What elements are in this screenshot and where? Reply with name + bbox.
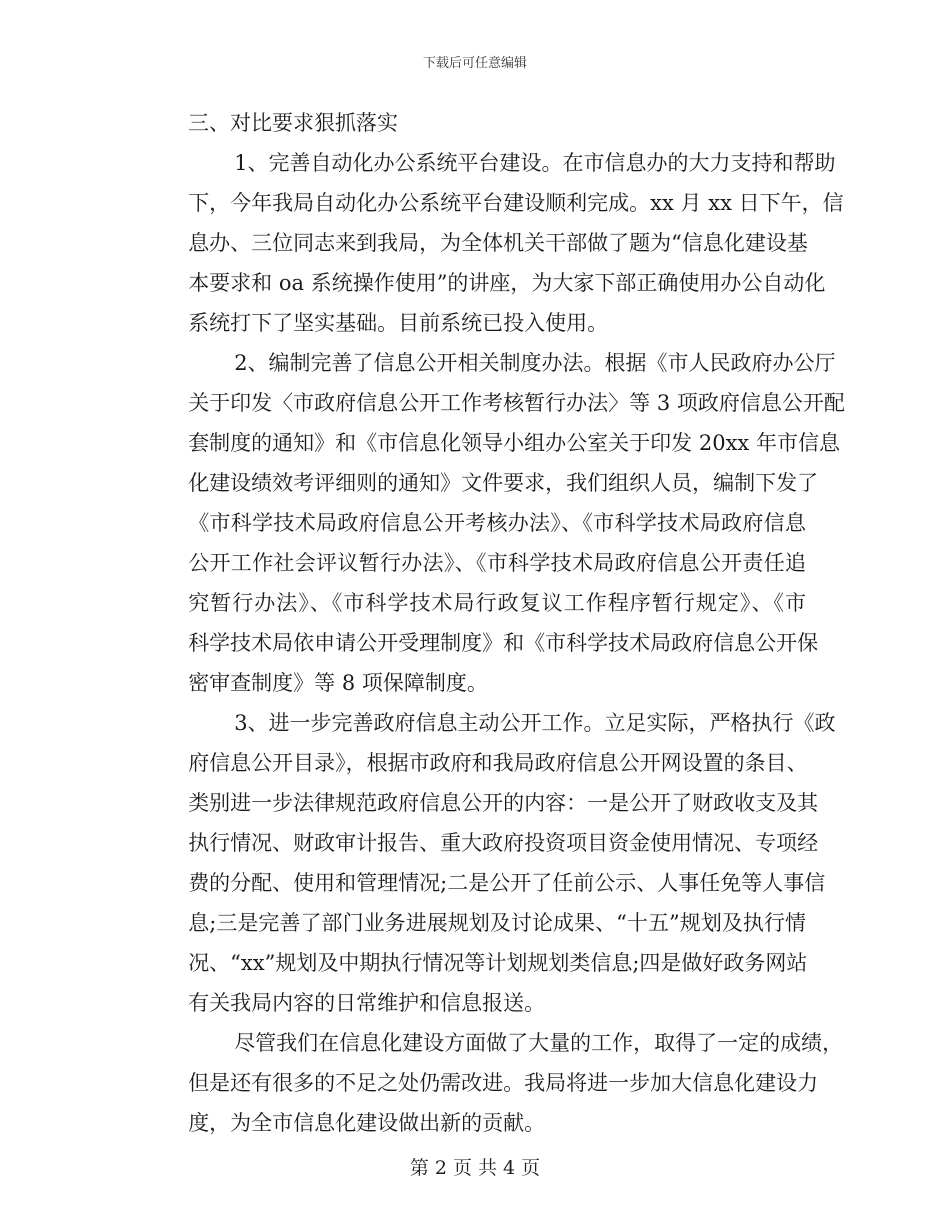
paragraph-2 — [142, 343, 845, 703]
paragraph-line: 执行情况、财政审计报告、重大政府投资项目资金使用情况、专项经 — [188, 831, 819, 855]
paragraph-4 — [142, 1023, 844, 1143]
paragraph-line: 息办、三位同志来到我局，为全体机关干部做了题为“信息化建设基 — [188, 231, 808, 255]
paragraph-line: 究暂行办法》、《市科学技术局行政复议工作程序暂行规定》、《市 — [188, 591, 806, 615]
paragraph-line: 度，为全市信息化建设做出新的贡献。 — [188, 1111, 546, 1135]
paragraph-line: 科学技术局依申请公开受理制度》和《市科学技术局政府信息公开保 — [188, 631, 819, 655]
paragraph-line: 密审查制度》等 8 项保障制度。 — [188, 671, 488, 695]
paragraph-line: 费的分配、使用和管理情况;二是公开了任前公示、人事任免等人事信 — [188, 871, 826, 895]
section-heading: 三、对比要求狠抓落实 — [188, 111, 398, 135]
paragraph-line: 有关我局内容的日常维护和信息报送。 — [188, 991, 546, 1015]
paragraph-line: 公开工作社会评议暂行办法》、《市科学技术局政府信息公开责任追 — [188, 551, 806, 575]
paragraph-line: 下，今年我局自动化办公系统平台建设顺利完成。xx 月 xx 日下午，信 — [188, 191, 844, 215]
paragraph-line: 本要求和 oa 系统操作使用”的讲座，为大家下部正确使用办公自动化 — [188, 271, 826, 295]
paragraph-line: 类别进一步法律规范政府信息公开的内容：一是公开了财政收支及其 — [188, 791, 819, 815]
paragraph-line: 府信息公开目录》，根据市政府和我局政府信息公开网设置的条目、 — [188, 751, 808, 775]
paragraph-line: 系统打下了坚实基础。目前系统已投入使用。 — [188, 311, 609, 335]
paragraph-line: 况、“xx”规划及中期执行情况等计划规划类信息;四是做好政务网站 — [188, 951, 808, 975]
paragraph-line: 2、编制完善了信息公开相关制度办法。根据《市人民政府办公厅 — [234, 351, 836, 375]
document-body — [142, 103, 845, 1143]
paragraph-3 — [142, 703, 836, 1023]
header-note: 下载后可任意编辑 — [422, 56, 527, 71]
paragraph-line: 1、完善自动化办公系统平台建设。在市信息办的大力支持和帮助 — [234, 151, 836, 175]
paragraph-line: 《市科学技术局政府信息公开考核办法》、《市科学技术局政府信息 — [188, 511, 806, 535]
paragraph-line: 3、进一步完善政府信息主动公开工作。立足实际，严格执行《政 — [234, 711, 836, 735]
paragraph-line: 关于印发〈市政府信息公开工作考核暂行办法〉等 3 项政府信息公开配 — [188, 391, 845, 415]
paragraph-line: 息;三是完善了部门业务进展规划及讨论成果、“十五”规划及执行情 — [188, 911, 806, 935]
paragraph-1 — [142, 143, 844, 343]
paragraph-line: 套制度的通知》和《市信息化领导小组办公室关于印发 20xx 年市信息 — [188, 431, 840, 455]
page-number: 第 2 页 共 4 页 — [409, 1157, 541, 1179]
paragraph-line: 化建设绩效考评细则的通知》文件要求，我们组织人员，编制下发了 — [188, 471, 819, 495]
paragraph-line: 尽管我们在信息化建设方面做了大量的工作，取得了一定的成绩， — [234, 1031, 844, 1055]
paragraph-line: 但是还有很多的不足之处仍需改进。我局将进一步加大信息化建设力 — [188, 1071, 819, 1095]
